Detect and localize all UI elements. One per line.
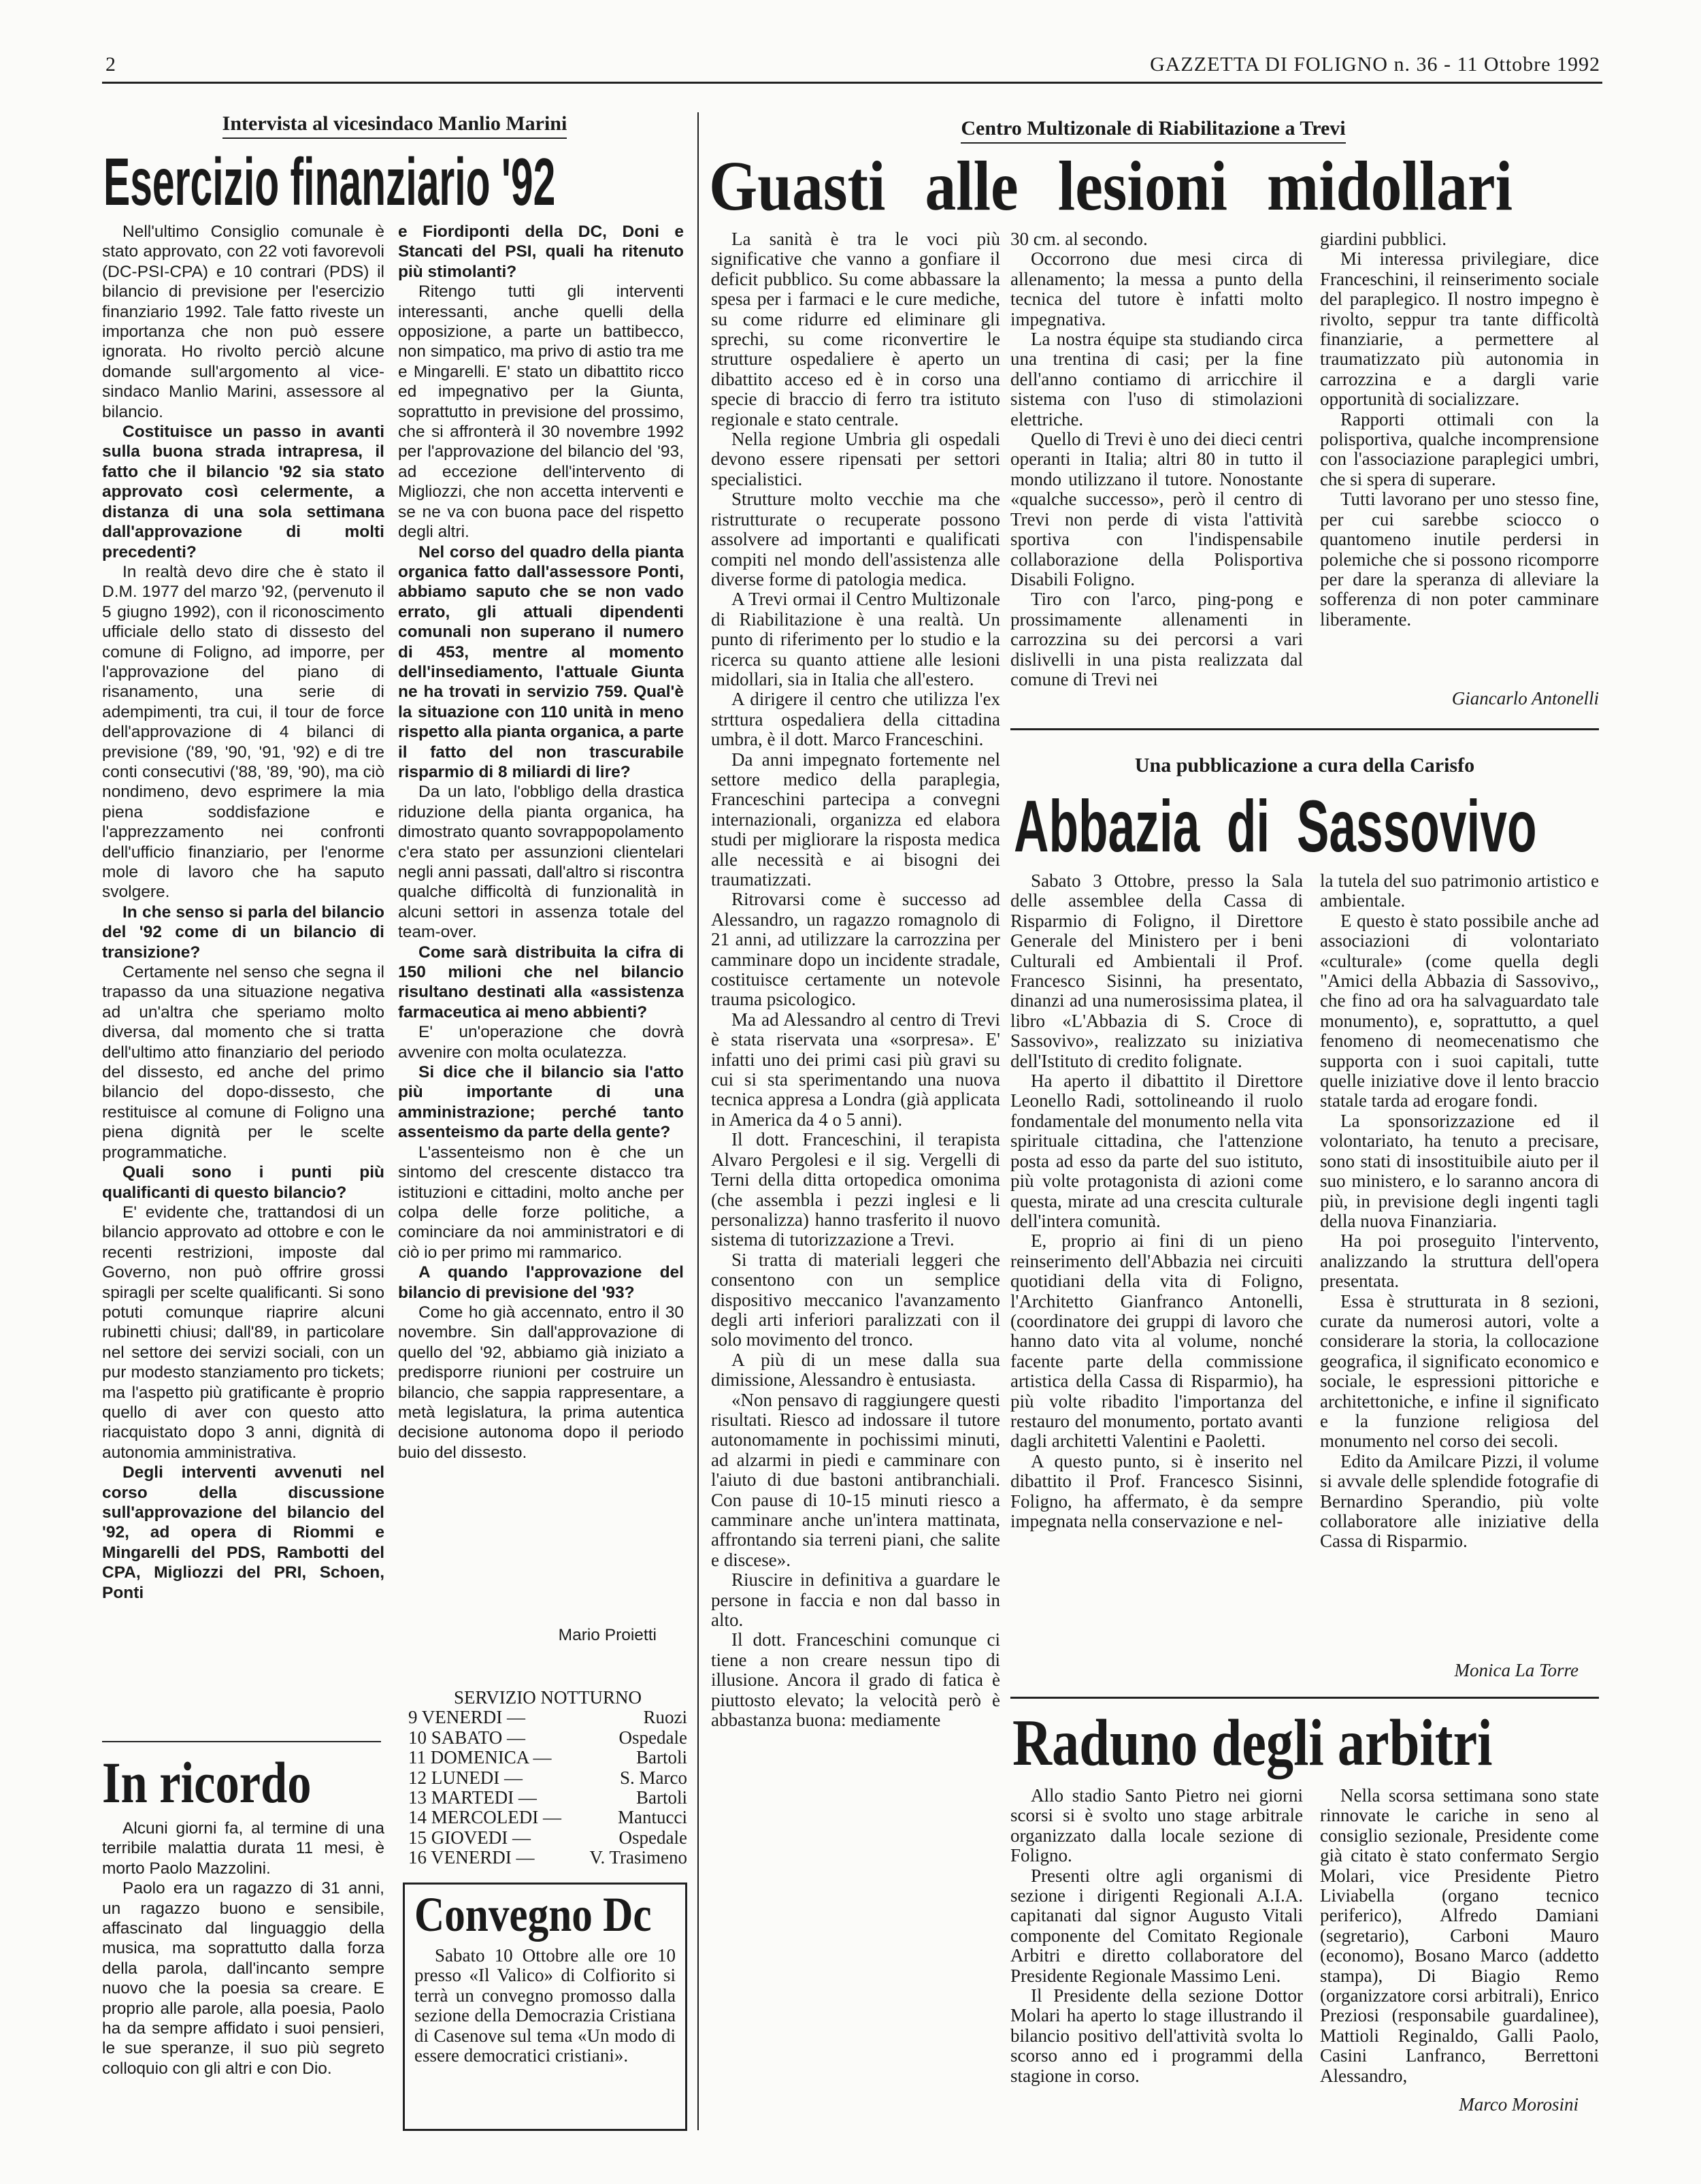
abbazia-author: Monica La Torre	[1454, 1660, 1579, 1680]
paragraph: Ha aperto il dibattito il Direttore Leonello Radi, sottolineando il ruolo fondamentale del monumento nella vita spirituale cittadina, che l'attenzione posta ad esso da parte del suo istituto, più volte protagonista di azioni come questa, mirate ad una crescita culturale dell'intera comunità.	[1010, 1071, 1303, 1231]
paragraph: Strutture molto vecchie ma che ristrutturate o recuperate possono assolvere ad importanti e qualificati compiti nel mondo dell'assistenza alle diverse forme di patologia medica.	[711, 489, 1000, 589]
paragraph: Si tratta di materiali leggeri che consentono con un semplice dispositivo meccanico l'avanzamento degli arti inferiori paralizzati con il solo movimento del tronco.	[711, 1249, 1000, 1350]
paragraph: Quello di Trevi è uno dei dieci centri operanti in Italia; altri 80 in tutto il mondo utilizzano il tutore. Nonostante «qualche successo», però il centro di Trevi non perde di vista l'attività sportiva con l'indispensabile collaborazione della Polisportiva Disabili Foligno.	[1010, 429, 1303, 589]
paragraph: Occorrono due mesi circa di allenamento; la messa a punto della tecnica del tutore è infatti molto impegnativa.	[1010, 248, 1303, 329]
question-paragraph: A quando l'approvazione del bilancio di previsione del '93?	[398, 1263, 684, 1302]
paragraph: Come ho già accennato, entro il 30 novembre. Sin dall'approvazione di quello del '92, abbiamo già iniziato a predisporre riunioni per costruire un bilancio, che sappia rappresentare, a metà legislatura, la prima autentica decisione autonoma dopo il periodo buio del dissesto.	[398, 1303, 684, 1462]
raduno-headline: Raduno degli arbitri	[1012, 1706, 1493, 1780]
convegno-text: Sabato 10 Ottobre alle ore 10 presso «Il Valico» di Colfiorito si terrà un convegno promosso dalla sezione della Democrazia Cristiana di Casenove sul tema «Un modo di essere democratici cristiani».	[414, 1945, 676, 2066]
trevi-column-3	[1320, 229, 1599, 680]
paragraph: Da anni impegnato fortemente nel settore medico della paraplegia, Franceschini partecipa a convegni internazionali, organizza ed elabora studi per migliorare la risposta medica alle necessità e ai bisogni dei traumatizzati.	[711, 749, 1000, 890]
trevi-rule	[1010, 728, 1599, 730]
night-service-row	[408, 1848, 687, 1868]
paragraph: Nella regione Umbria gli ospedali devono essere ripensati per settori specialistici.	[711, 429, 1000, 489]
paragraph: Ha poi proseguito l'intervento, analizzando la struttura dell'opera presentata.	[1320, 1230, 1599, 1292]
paragraph: «Non pensavo di raggiungere questi risultati. Riesco ad indossare il tutore autonomamente in pochissimi minuti, ad alzarmi in piedi e camminare con l'aiuto di due bastoni antibranchiali. Con pause di 10-15 minuti riesco a camminare anche un'intera mattinata, affrontando sia terreni piani, che salite e discese».	[711, 1389, 1000, 1570]
paragraph: 30 cm. al secondo.	[1010, 229, 1148, 249]
paragraph: Tutti lavorano per uno stesso fine, per cui sarebbe sciocco o quantomeno inutile perdersi in polemiche che si possono ricomporre per dare la speranza di alleviare la sofferenza di non poter camminare liberamente.	[1320, 489, 1599, 630]
paragraph: Il Presidente della sezione Dottor Molari ha aperto lo stage illustrando il bilancio positivo dell'attività svolta lo scorso anno ed i programmi della stagione in corso.	[1010, 1985, 1303, 2086]
paragraph: Da un lato, l'obbligo della drastica riduzione della pianta organica, ha dimostrato quanto sovrappopolamento c'era stato per assunzioni clientelari negli anni passati, dall'altro si riscontra qualche difficoltà di funzionalità in alcuni settori in assenza totale del team-over.	[398, 783, 684, 942]
paragraph: A dirigere il centro che utilizza l'ex strttura ospedaliera della cittadina umbra, è il dott. Marco Franceschini.	[711, 689, 1000, 750]
convegno-box	[403, 1883, 687, 2131]
question-paragraph: In che senso si parla del bilancio del '92 come di un bilancio di transizione?	[102, 902, 384, 962]
header-rule	[102, 82, 1602, 84]
raduno-author: Marco Morosini	[1459, 2094, 1579, 2115]
paragraph: A questo punto, si è inserito nel dibattito il Prof. Francesco Sisinni, Foligno, ha affermato, è da sempre impegnata nella conservazione e nel-	[1010, 1450, 1303, 1531]
night-service-row	[408, 1708, 687, 1727]
abbazia-column-2	[1320, 871, 1599, 1650]
interview-author: Mario Proietti	[558, 1626, 657, 1644]
paragraph: La nostra équipe sta studiando circa una trentina di casi; per la fine dell'anno contiamo di arricchire il sistema con l'uso di stimolazioni elettriche.	[1010, 329, 1303, 429]
paragraph: Tiro con l'arco, ping-pong e prossimamente allenamenti in carrozzina su dei percorsi a vari dislivelli in una pista realizzata dal comune di Trevi nei	[1010, 589, 1303, 689]
paragraph: Il dott. Franceschini, il terapista Alvaro Pergolesi e il sig. Vergelli di Terni della ditta ortopedica omonima (che assembla i pezzi inglesi e li personalizza) hanno trasferito il nuovo sistema di tutorizzazione a Trevi.	[711, 1129, 1000, 1250]
page-number: 2	[105, 53, 116, 76]
trevi-column-1	[711, 229, 1000, 2125]
obituary-text	[102, 1819, 384, 2125]
raduno-column-1	[1010, 1786, 1303, 2126]
night-service-row	[408, 1748, 687, 1767]
paragraph: E questo è stato possibile anche ad associazioni di volontariato «culturale» (come quella degli "Amici della Abbazia di Sassovivo,, che fino ad ora ha salvaguardato tale monumento), e, soprattutto, a quel fenomeno di neomecenatismo che supporta con i suoi capitali, tutte quelle iniziative dove il lento braccio statale tarda ad erogare fondi.	[1320, 910, 1599, 1111]
paragraph: A Trevi ormai il Centro Multizonale di Riabilitazione è una realtà. Un punto di riferimento per lo studio e la ricerca su quanto attiene alle lesioni midollari, sia in Italia che all'estero.	[711, 589, 1000, 689]
paragraph: Il dott. Franceschini comunque ci tiene a non creare nessun tipo di illusione. Ancora il grado di fatica è piuttosto elevato; la velocità però è abbastanza buona: mediamente	[711, 1629, 1000, 1731]
masthead: GAZZETTA DI FOLIGNO n. 36 - 11 Ottobre 1992	[1150, 53, 1600, 76]
paragraph: la tutela del suo patrimonio artistico e ambientale.	[1320, 871, 1599, 911]
obituary-rule	[102, 1741, 381, 1742]
paragraph: Riuscire in definitiva a guardare le persone in faccia e non dal basso in alto.	[711, 1569, 1000, 1631]
trevi-headline: Guasti alle lesioni midollari	[709, 147, 1513, 225]
night-service-row	[408, 1808, 687, 1827]
paragraph: Mi interessa privilegiare, dice Franceschini, il reinserimento sociale del paraplegico. Il nostro impegno è rivolto, seppur tra tante difficoltà finanziarie, a permettere al traumatizzato più autonomia in carrozzina e a dargli varie opportunità di socializzare.	[1320, 248, 1599, 410]
service-day: 16 VENERDI —	[408, 1847, 535, 1868]
paragraph: E, proprio ai fini di un pieno reinserimento dell'Abbazia nei circuiti quotidiani della vita di Foligno, l'Architetto Gianfranco Antonelli, (coordinatore dei gruppi di lavoro che hanno dato vita al volume, nonché facente parte della commissione artistica della Cassa di Risparmio), ha più volte ribadito l'importanza del restauro del monumento, portato avanti dagli architetti Valentini e Paoletti.	[1010, 1230, 1303, 1452]
question-paragraph: e Fiordiponti della DC, Doni e Stancati del PSI, quali ha ritenuto più stimolanti?	[398, 223, 684, 281]
night-service-row	[408, 1788, 687, 1808]
raduno-column-2	[1320, 1786, 1599, 2085]
trevi-column-2	[1010, 229, 1303, 713]
abbazia-headline: Abbazia di Sassovivo	[1014, 785, 1537, 867]
paragraph: Edito da Amilcare Pizzi, il volume si avvale delle splendide fotografie di Bernardino Sperandio, più volte collaboratore alle iniziative della Cassa di Risparmio.	[1320, 1450, 1599, 1552]
paragraph: Certamente nel senso che segna il trapasso da una situazione negativa ad un'altra che speriamo molto diversa, dal momento che si tratta dell'ultimo atto finanziario del periodo del dissesto, ed anche del primo bilancio del dopo-dissesto, che restituisce al comune di Foligno una piena dignità per le scelte programmatiche.	[102, 963, 384, 1162]
service-day: 14 MERCOLEDI —	[408, 1807, 561, 1828]
interview-column-1	[102, 222, 384, 1733]
night-service-row	[408, 1828, 687, 1848]
paragraph: Presenti oltre agli organismi di sezione i dirigenti Regionali A.I.A. capitanati dal signor Augusto Vitali componente del Comitato Regionale Arbitri e diretto collaboratore del Presidente Regionale Massimo Leni.	[1010, 1865, 1303, 1986]
abbazia-column-1	[1010, 871, 1303, 1691]
paragraph: L'assenteismo non è che un sintomo del crescente distacco tra istituzioni e cittadini, molto anche per colpa delle forze politiche, a cominciare da noi amministratori e di ciò io per primo mi rammarico.	[398, 1143, 684, 1262]
paragraph: Ritengo tutti gli interventi interessanti, anche quelli della opposizione, a parte un battibecco, non simpatico, ma privo di astio tra me e Mingarelli. E' stato un dibattito ricco ed impegnativo per la Giunta, soprattutto in previsione del prossimo, che si affronterà il 30 novembre 1992 per l'approvazione del bilancio del '93, ad eccezione dell'intervento di Migliozzi, che non accetta interventi e se ne va con buona pace del rispetto degli altri.	[398, 282, 684, 542]
paragraph: In realtà devo dire che è stato il D.M. 1977 del marzo '92, (pervenuto il 5 giugno 1992), con il riconoscimento ufficiale dello stato di dissesto del comune di Foligno, ad imporre, per l'approvazione del piano di risanamento, una serie di adempimenti, tra cui, il tour de force dell'approvazione di 4 bilanci di previsione ('89, '90, '91, '92) e di tre conti consecutivi ('88, '89, '90), ma ciò nondimeno, devo esprimere la mia piena soddisfazione e l'apprezzamento nei confronti dell'ufficio finanziario, per l'enorme mole di lavoro che ha saputo svolgere.	[102, 562, 384, 902]
paragraph: Sabato 3 Ottobre, presso la Sala delle assemblee della Cassa di Risparmio di Foligno, il Direttore Generale del Ministero per i beni Culturali ed Ambientali il Prof. Francesco Sisinni, ha presentato, dinanzi ad una numerosissima platea, il libro «L'Abbazia di S. Croce di Sassovivo», realizzato su iniziativa dell'Istituto di credito folignate.	[1010, 871, 1303, 1071]
service-day: 10 SABATO —	[408, 1727, 526, 1748]
service-pharmacy: Bartoli	[636, 1747, 687, 1768]
question-paragraph: Si dice che il bilancio sia l'atto più importante di una amministrazione; perché tanto assenteismo da parte della gente?	[398, 1063, 684, 1142]
service-pharmacy: S. Marco	[620, 1767, 687, 1788]
trevi-kicker-text: Centro Multizonale di Riabilitazione a Trevi	[961, 117, 1345, 144]
paragraph: Paolo era un ragazzo di 31 anni, un ragazzo buono e sensibile, affascinato dal linguaggio della musica, ma soprattutto dalla forza della parola, dall'incanto sempre nuovo che la poesia sa creare. E proprio alle parole, alla poesia, Paolo ha da sempre affidato i suoi pensieri, le sue speranze, il suo più segreto colloquio con gli altri e con Dio.	[102, 1879, 384, 2078]
night-service	[408, 1688, 687, 1868]
paragraph: Rapporti ottimali con la polisportiva, qualche incomprensione con l'associazione paraplegici umbri, che si spera di superare.	[1320, 408, 1599, 489]
paragraph: Ritrovarsi come è successo ad Alessandro, un ragazzo romagnolo di 21 anni, ad utilizzare la carrozzina per camminare dopo un incidente stradale, costituisce certamente un notevole trauma psicologico.	[711, 889, 1000, 1010]
interview-column-2	[398, 222, 684, 1614]
question-paragraph: Quali sono i punti più qualificanti di questo bilancio?	[102, 1163, 384, 1202]
night-service-rows	[408, 1708, 687, 1868]
trevi-author: Giancarlo Antonelli	[1451, 688, 1599, 708]
service-day: 13 MARTEDI —	[408, 1787, 537, 1808]
question-paragraph: Degli interventi avvenuti nel corso della discussione sull'approvazione del bilancio del '92, ad opera di Riommi e Mingarelli del PDS, Rambotti del CPA, Migliozzi del PRI, Schoen, Ponti	[102, 1463, 384, 1602]
night-service-title: SERVIZIO NOTTURNO	[453, 1687, 642, 1708]
service-pharmacy: Ruozi	[643, 1707, 687, 1728]
paragraph: E' evidente che, trattandosi di un bilancio approvato ad ottobre e con le recenti restrizioni, imposte dal Governo, non può offrire grossi spiragli per scelte qualificanti. Si sono potuti comunque riaprire alcuni rubinetti chiusi; dall'89, in particolare nel settore dei servizi sociali, con un pur modesto stanziamento pro tickets; ma l'aspetto più gratificante è proprio quello di aver con questo atto riacquistato dopo 3 anni, dignità di autonomia amministrativa.	[102, 1203, 384, 1462]
paragraph: E' un'operazione che dovrà avvenire con molta oculatezza.	[398, 1023, 684, 1062]
convegno-headline: Convegno Dc	[414, 1887, 652, 1942]
paragraph: A più di un mese dalla sua dimissione, Alessandro è entusiasta.	[711, 1349, 1000, 1390]
service-pharmacy: Mantucci	[618, 1807, 687, 1828]
interview-kicker	[102, 112, 687, 135]
column-divider	[697, 112, 699, 2130]
paragraph: La sanità è tra le voci più significative che vanno a gonfiare il deficit pubblico. Su come abbassare la spesa per i farmaci e le cure mediche, su come ridurre ed eliminare gli sprechi, su come riconvertire le strutture ospedaliere è aperto un dibattito acceso ed è in corso una specie di braccio di ferro tra istituto regionale e stato centrale.	[711, 229, 1000, 429]
paragraph: Allo stadio Santo Pietro nei giorni scorsi si è svolto uno stage arbitrale organizzato dalla locale sezione di Foligno.	[1010, 1786, 1303, 1866]
interview-headline: Esercizio finanziario '92	[103, 144, 556, 219]
night-service-row	[408, 1768, 687, 1788]
service-day: 15 GIOVEDI —	[408, 1827, 531, 1848]
paragraph: La sponsorizzazione ed il volontariato, ha tenuto a precisare, sono stati di insostituibile aiuto per il suo ministero, e lo saranno ancora di più, in previsione degli ingenti tagli della nuova Finanziaria.	[1320, 1110, 1599, 1231]
service-pharmacy: Ospedale	[618, 1727, 687, 1748]
paragraph: Ma ad Alessandro al centro di Trevi è stata riservata una «sorpresa». E' infatti uno dei primi casi più gravi su cui si sta sperimentando una nuova tecnica appresa a Londra (già applicata in America da 4 o 5 anni).	[711, 1009, 1000, 1130]
question-paragraph: Costituisce un passo in avanti sulla buona strada intrapresa, il fatto che il bilancio '92 sia stato approvato così celermente, a distanza di una sola settimana dall'approvazione di molti precedenti?	[102, 423, 384, 561]
service-day: 11 DOMENICA —	[408, 1747, 552, 1768]
obituary-headline: In ricordo	[102, 1750, 312, 1815]
night-service-row	[408, 1728, 687, 1748]
paragraph: giardini pubblici.	[1320, 229, 1447, 249]
service-pharmacy: V. Trasimeno	[589, 1847, 687, 1868]
service-pharmacy: Bartoli	[636, 1787, 687, 1808]
service-pharmacy: Ospedale	[618, 1827, 687, 1848]
trevi-kicker	[708, 117, 1599, 140]
service-day: 12 LUNEDI —	[408, 1767, 523, 1788]
paragraph: Nella scorsa settimana sono state rinnovate le cariche in seno al consiglio sezionale, Presidente come già citato è stato confermato Sergio Molari, vice Presidente Pietro Liviabella (organo tecnico periferico), Alfredo Damiani (segretario), Carboni Mauro (economo), Bosano Marco (addetto stampa), Di Biagio Remo (organizzatore corsi arbitrali), Enrico Preziosi (responsabile guardalinee), Mattioli Reginaldo, Galli Paolo, Casini Lanfranco, Berrettoni Alessandro,	[1320, 1786, 1599, 2085]
paragraph: Nell'ultimo Consiglio comunale è stato approvato, con 22 voti favorevoli (DC-PSI-CPA) e 10 contrari (PDS) il bilancio di previsione per l'esercizio finanziario 1992. Tale fatto riveste un importanza che non può essere ignorata. Ho rivolto perciò alcune domande sull'argomento al vice-sindaco Manlio Marini, assessore al bilancio.	[102, 223, 384, 421]
paragraph: Alcuni giorni fa, al termine di una terribile malattia durata 11 mesi, è morto Paolo Mazzolini.	[102, 1819, 384, 1878]
question-paragraph: Nel corso del quadro della pianta organica fatto dall'assessore Ponti, abbiamo saputo che se non vado errato, gli attuali dipendenti comunali non superano il numero di 453, mentre al momento dell'insediamento, l'attuale Giunta ne ha trovati in servizio 759. Qual'è la situazione con 110 unità in meno rispetto alla pianta organica, a parte il fatto del non trascurabile risparmio di 8 miliardi di lire?	[398, 542, 684, 781]
service-day: 9 VENERDI —	[408, 1707, 525, 1728]
question-paragraph: Come sarà distribuita la cifra di 150 milioni che nel bilancio risultano destinati alla «assistenza farmaceutica ai meno abbienti?	[398, 943, 684, 1022]
abbazia-rule	[1010, 1697, 1599, 1699]
interview-kicker-text: Intervista al vicesindaco Manlio Marini	[222, 112, 567, 139]
paragraph: Essa è strutturata in 8 sezioni, curate da numerosi autori, volte a considerare la storia, la collocazione geografica, il significato economico e sociale, le espressioni pittoriche e architettoniche, e infine il significato e la funzione religiosa del monumento nel corso dei secoli.	[1320, 1290, 1599, 1452]
abbazia-kicker: Una pubblicazione a cura della Carisfo	[1134, 754, 1475, 777]
